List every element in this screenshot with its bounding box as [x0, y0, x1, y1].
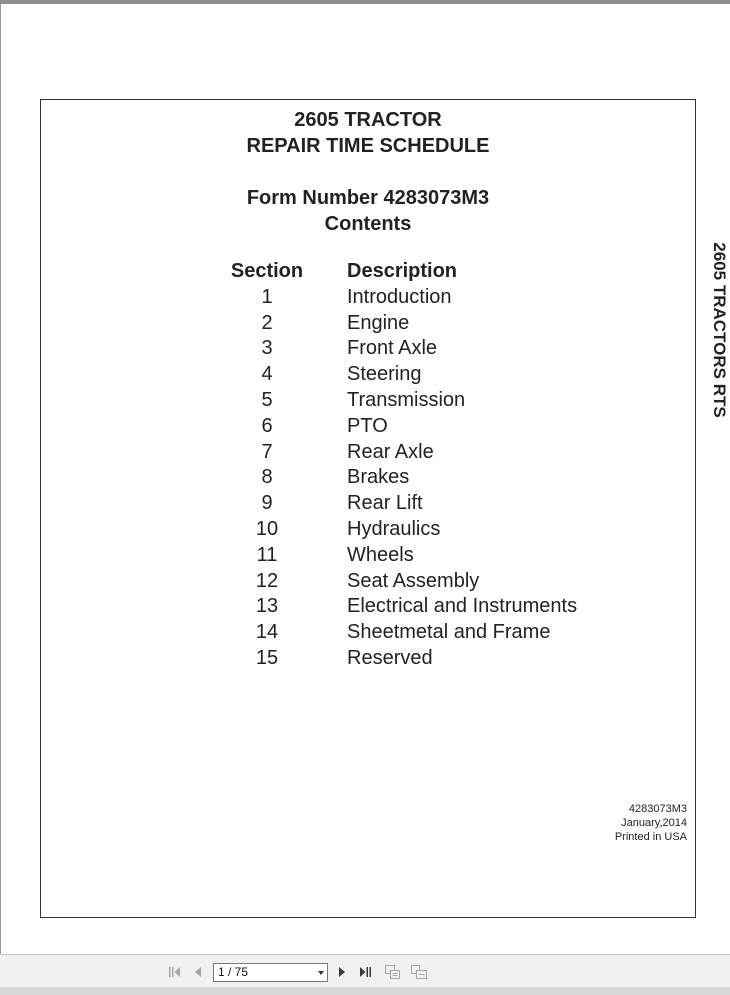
document-header	[41, 107, 695, 237]
toc-row	[219, 414, 639, 440]
toc-section-number: 12	[255, 569, 279, 592]
contents-heading: Contents	[324, 213, 412, 235]
toc-row	[219, 336, 639, 362]
toc-row	[219, 362, 639, 388]
toc-section-description: PTO	[347, 414, 388, 437]
toc-row	[219, 517, 639, 543]
toc-row	[219, 388, 639, 414]
toc-row	[219, 543, 639, 569]
toc-section-description: Transmission	[347, 388, 466, 411]
toc-header-row	[219, 259, 639, 285]
window-bottom-strip	[0, 987, 730, 995]
table-of-contents	[219, 259, 639, 672]
toc-section-description: Steering	[347, 363, 422, 386]
two-page-view-icon[interactable]	[410, 964, 426, 980]
toc-section-number: 6	[261, 414, 273, 437]
toc-section-number: 9	[261, 492, 273, 515]
toc-section-number: 11	[256, 543, 278, 566]
toc-section-number: 2	[261, 311, 273, 334]
toc-section-description: Sheetmetal and Frame	[347, 621, 551, 644]
toc-section-number: 3	[261, 337, 273, 360]
chevron-down-icon[interactable]	[318, 971, 324, 975]
toc-section-description: Hydraulics	[347, 517, 441, 540]
last-page-icon[interactable]	[358, 964, 374, 980]
toc-section-description: Brakes	[347, 466, 410, 489]
previous-page-icon[interactable]	[190, 964, 206, 980]
toc-row	[219, 465, 639, 491]
toc-section-number: 15	[255, 646, 279, 669]
toc-row	[219, 311, 639, 337]
toc-section-number: 1	[261, 285, 273, 308]
title-line-1: 2605 TRACTOR	[294, 109, 442, 131]
document-page	[40, 99, 696, 918]
toc-section-description: Introduction	[347, 285, 452, 308]
title-line-2: REPAIR TIME SCHEDULE	[246, 135, 490, 157]
toc-row	[219, 440, 639, 466]
side-tab-label: 2605 TRACTORS RTS	[710, 242, 729, 418]
toc-header-description: Description	[347, 260, 458, 282]
toc-section-description: Wheels	[347, 543, 414, 566]
toc-row	[219, 594, 639, 620]
toc-header-section: Section	[230, 260, 304, 282]
toc-section-number: 13	[255, 595, 279, 618]
viewer-toolbar	[0, 954, 730, 987]
toc-row	[219, 646, 639, 672]
toc-section-number: 4	[261, 363, 273, 386]
toc-row	[219, 285, 639, 311]
toc-section-description: Seat Assembly	[347, 569, 480, 592]
toc-section-description: Electrical and Instruments	[347, 595, 578, 618]
toc-section-number: 10	[255, 517, 279, 540]
toc-row	[219, 569, 639, 595]
toc-section-description: Front Axle	[347, 337, 438, 360]
toc-section-description: Reserved	[347, 646, 433, 669]
toc-section-description: Rear Lift	[347, 492, 423, 515]
toc-row	[219, 491, 639, 517]
footer-date: January,2014	[621, 817, 687, 829]
toc-section-number: 8	[261, 466, 273, 489]
form-number: Form Number 4283073M3	[246, 187, 490, 209]
footer-part-number: 4283073M3	[628, 803, 687, 815]
toc-section-number: 7	[261, 440, 273, 463]
single-page-view-icon[interactable]	[384, 964, 400, 980]
page-number-input[interactable]	[213, 963, 328, 982]
toc-section-number: 14	[255, 621, 279, 644]
page-number-value: 1 / 75	[218, 965, 249, 979]
toc-row	[219, 620, 639, 646]
document-footer	[615, 802, 687, 844]
next-page-icon[interactable]	[334, 964, 350, 980]
footer-printed: Printed in USA	[614, 831, 687, 843]
toc-section-description: Engine	[347, 311, 410, 334]
document-viewport[interactable]	[0, 4, 730, 954]
toc-section-number: 5	[261, 388, 273, 411]
first-page-icon[interactable]	[166, 964, 182, 980]
toc-section-description: Rear Axle	[347, 440, 434, 463]
